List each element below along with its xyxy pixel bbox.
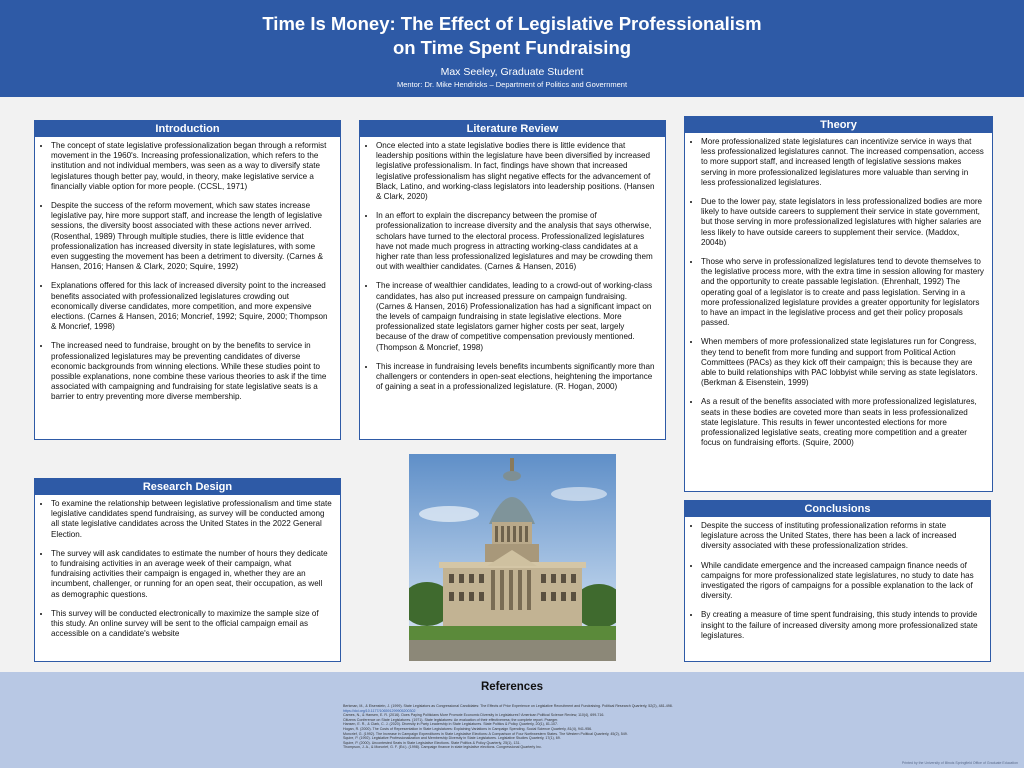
research-design-list (35, 499, 340, 639)
theory-list (685, 137, 992, 448)
references-heading: References (480, 681, 543, 693)
reference-item: Citizens Conference on State Legislatures. (1971). State legislatures: An evaluation of their effectiveness; the complete report. Praeger. (343, 717, 559, 722)
list-item: • The survey will ask candidates to estimate the number of hours they dedicate to fundraising activities in an average week of their campaign, what fundraising activities their campaign is engaged in, whether they are an incumbent, challenger, or running for an open seat, their occupation, as well as demographic questions. (51, 549, 332, 600)
introduction-list (35, 141, 340, 403)
list-item: • This increase in fundraising levels benefits incumbents significantly more than challengers or contenders in open-seat elections, heightening the importance of gaining a seat in a professionalized legislature. (R. Hogan, 2000) (376, 362, 657, 393)
list-item: • While candidate emergence and the increased campaign finance needs of campaigns for more professionalized state legislatures, no study to date has investigated the rigors of campaigns for a possible explanation to the lack of diversity. (701, 561, 982, 602)
list-item: • Those who serve in professionalized legislatures tend to devote themselves to the legislative process more, with the extra time in session allowing for mastery and the opportunity to create passable legislation. (Ehrenhalt, 1992) The operating goal of a legislator is to create and pass legislation. Serving in a more professionalized legislature provides a greater opportunity for legislators to have an impact in the legislative process and get their policy proposals passed. (701, 257, 984, 328)
introduction-heading: Introduction (35, 121, 340, 137)
list-item: • Despite the success of instituting professionalization reforms in state legislature across the United States, there has been a lack of increased diversity associated with these professionalization strides. (701, 521, 982, 552)
author-name: Max Seeley, Graduate Student (440, 66, 584, 78)
mentor-line: Mentor: Dr. Mike Hendricks – Department of Politics and Government (396, 80, 628, 89)
list-item: • In an effort to explain the discrepancy between the promise of professionalization to increase diversity and the analysis that says otherwise, scholars have turned to the electoral process. Professionalized legislatures have not made much progress in attracting working-class candidates at a higher rate than less professionalized legislatures and may be crowding them out with wealthier candidates. (Carnes & Hansen, 2016) (376, 211, 657, 272)
conclusions-heading: Conclusions (685, 501, 990, 517)
research-design-heading: Research Design (35, 479, 340, 495)
literature-review-heading: Literature Review (360, 121, 665, 137)
research-design-panel (34, 478, 341, 662)
reference-item: Squire, P. (1992). Legislative Professionalization and Membership Diversity in State Legislatures. Legislative Studies Quarterly, 17(1), 69. (343, 736, 561, 741)
theory-heading: Theory (685, 117, 992, 133)
reference-item: Berkman, M., & Eisenstein, J. (1999). State Legislators as Congressional Candidates: The Effects of Prior Experience on Legislative Recruitment and Fundraising. Political Research Quarterly, 52(2), 481-498. (343, 704, 673, 708)
conclusions-list (685, 521, 990, 641)
list-item: • As a result of the benefits associated with more professionalized legislatures, seats in these bodies are coveted more than seats in less professionalized state legislature. This results in fewer uncontested elections for more professionalized legislative seats, creating more competition and a greater focus on fundraising efforts. (Squire, 2000) (701, 397, 984, 448)
reference-item: Squire, P. (2000). Uncontested Seats in State Legislative Elections. State Politics & Policy Quarterly, 25(1), 131. (343, 740, 521, 745)
capitol-building-photo (409, 454, 616, 661)
literature-list (360, 141, 665, 392)
title-line-2: on Time Spent Fundraising (392, 37, 632, 58)
list-item: • The increase of wealthier candidates, leading to a crowd-out of working-class candidates, has also put increased pressure on campaign fundraising. (Carnes & Hansen, 2016) Professionalization has had a significant impact on the levels of campaign fundraising in state legislative elections. More professionalized state legislators garner higher costs per seat, largely because of the draw of competitive compensation previously mentioned. (Thompson & Moncrief, 1998) (376, 281, 657, 352)
literature-review-panel (359, 120, 666, 440)
list-item: • The concept of state legislative professionalization began through a reformist movement in the 1960's. Increasing professionalization, which refers to the institution and not individual members, was seen as a way to diversify state legislatures though better pay, would, in theory, make legislative service a financially viable option for more people. (CCSL, 1971) (51, 141, 332, 192)
reference-item: Carnes, N., & Hansen, E. R. (2016). Does Paying Politicians More Promote Economic Diversity in Legislatures? American Political Science Review, 110(4), 699-716. (343, 713, 605, 718)
theory-panel (684, 116, 993, 492)
reference-item: Hogan, R. (2000). The Costs of Representation in State Legislatures: Explaining Variations in Campaign Spending. Social Science Quarterly, 81(4), 941-956. (343, 726, 593, 731)
list-item: • The increased need to fundraise, brought on by the benefits to service in professionalized legislatures may be preventing candidates of diverse economic backgrounds from winning elections. While these studies point to possible explanations, none combine these various theories to ask if the time associated with campaigning and fundraising for state legislative seats is a barrier to entry preventing more diverse membership. (51, 341, 332, 402)
list-item: • Explanations offered for this lack of increased diversity point to the increased benefits associated with professionalized legislatures crowding out economically diverse candidates, more competition, and more expensive elections. (Carnes & Hansen, 2016; Moncrief, 1992; Squire, 2000; Thompson & Moncrief, 1998) (51, 281, 332, 332)
list-item: • More professionalized state legislatures can incentivize service in ways that less professionalized legislatures cannot. The increased compensation, access to more support staff, and increased length of legislative sessions makes serving in more professionalized legislatures more valuable than serving in less professionalized legislatures. (701, 137, 984, 188)
list-item: • Due to the lower pay, state legislators in less professionalized bodies are more likely to have outside careers to supplement their service in state government, but those serving in more professionalized legislatures with higher salaries are less likely to have outside careers to supplement their service. (Maddox, 2004b) (701, 197, 984, 248)
footer-note: Printed by the University of Illinois Springfield Office of Graduate Education (901, 761, 1018, 765)
list-item: • Once elected into a state legislative bodies there is little evidence that leadership positions within the legislature have been diversified by increased legislative professionalism. In fact, findings have shown that increased legislative professionalism has slight negative effects for the advancement of Black, Latino, and working-class legislators into leadership positions. (Hansen & Clark, 2020) (376, 141, 657, 202)
list-item: • This survey will be conducted electronically to maximize the sample size of this study. An online survey will be sent to the official campaign email as accessible on a candidate's website (51, 609, 332, 640)
list-item: • To examine the relationship between legislative professionalism and time state legislative candidates spend fundraising, as survey will be conducted among all state legislative candidates across the United States in the 2022 General Election. (51, 499, 332, 540)
reference-item: Hansen, E. R., & Clark, C. J. (2020). Diversity in Party Leadership in State Legislatures. State Politics & Policy Quarterly, 20(1), 81-107. (343, 722, 559, 727)
poster-title (0, 12, 1024, 60)
poster-header (0, 0, 1024, 97)
list-item: • Despite the success of the reform movement, which saw states increase legislative pay, hire more support staff, and increase the length of legislative sessions, the diversity boost associated with these actions never arrived. (Rosenthal, 1989) Through multiple studies, there is little evidence that professionalization has increased diversity in state legislatures, with some even suggesting the movement has been a detriment to diversity. (Carnes & Hansen, 2016; Hansen & Clark, 2020; Squire, 1992) (51, 201, 332, 272)
reference-item: Moncrief, G. (1992). The Increase in Campaign Expenditures in State Legislative Elections: A Comparison of Four Northwestern States. The Western Political Quarterly, 45(2), 549. (343, 731, 628, 736)
references-section (0, 672, 1024, 768)
references-list (343, 704, 743, 750)
reference-item: Thompson, J. A., & Moncrief, G. F. (Ed.). (1998). Campaign finance in state legislative elections. Congressional Quarterly Inc. (343, 745, 542, 750)
reference-link[interactable]: https://doi.org/10.1177/106591299905200302 (343, 708, 416, 713)
list-item: • By creating a measure of time spent fundraising, this study intends to provide insight to the failure of increased diversity among more professionalized state legislatures. (701, 610, 982, 641)
title-line-1: Time Is Money: The Effect of Legislative Professionalism (262, 13, 762, 34)
conclusions-panel (684, 500, 991, 662)
introduction-panel (34, 120, 341, 440)
list-item: • When members of more professionalized state legislatures run for Congress, they tend to benefit from more funding and support from Political Action Committees (PACs) as they kick off their campaign; this is because they are able to build relationships with PAC lobbyist while serving as state legislators. (Berkman & Eisenstein, 1999) (701, 337, 984, 388)
